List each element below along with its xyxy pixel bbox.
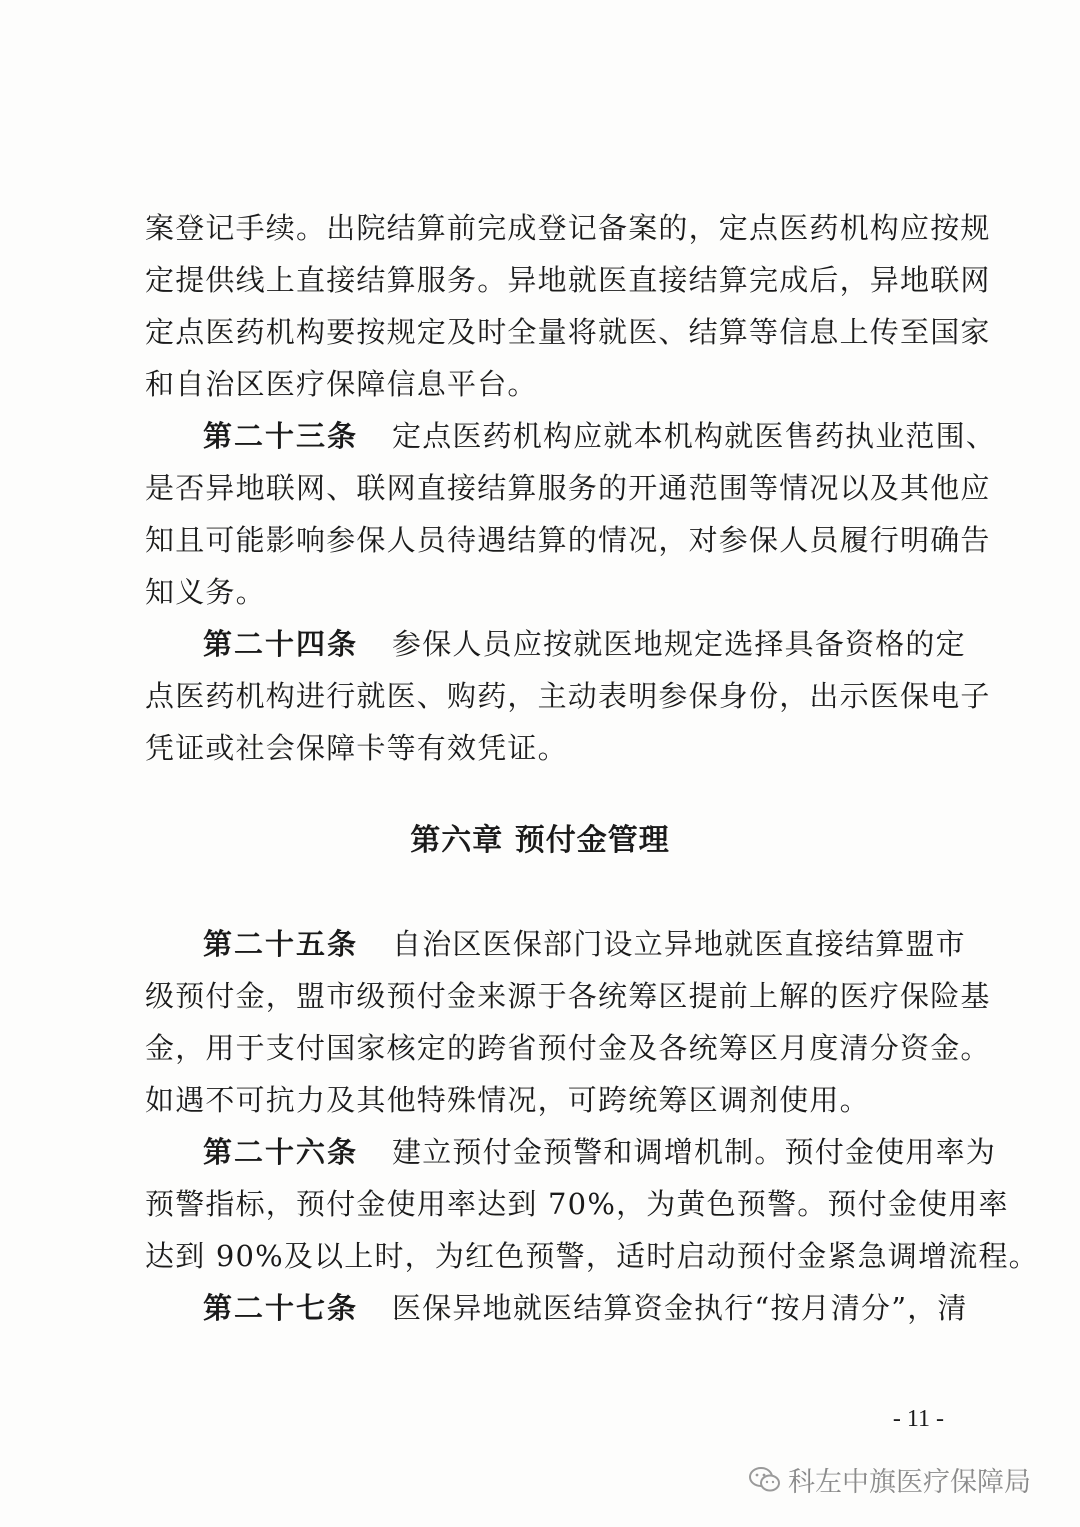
text-line: 预警指标，预付金使用率达到 70%，为黄色预警。预付金使用率 [145,1187,1009,1221]
text-line: 级预付金，盟市级预付金来源于各统筹区提前上解的医疗保险基 [145,979,991,1013]
article-text: 医保异地就医结算资金执行“按月清分”，清 [392,1291,968,1325]
text-line: 案登记手续。出院结算前完成登记备案的，定点医药机构应按规 [145,211,991,245]
article-26-first-line [145,1126,997,1178]
text-line: 金，用于支付国家核定的跨省预付金及各统筹区月度清分资金。 [145,1031,991,1065]
article-label: 第二十七条 [203,1291,359,1325]
article-label: 第二十三条 [203,419,359,453]
article-23-first-line [145,410,997,462]
text-line: 达到 90%及以上时，为红色预警，适时启动预付金紧急调增流程。 [145,1239,1039,1273]
article-24-first-line [145,618,966,670]
text-line: 定点医药机构要按规定及时全量将就医、结算等信息上传至国家 [145,315,991,349]
watermark-text: 科左中旗医疗保障局 [788,1467,1031,1498]
text-line: 点医药机构进行就医、购药，主动表明参保身份，出示医保电子 [145,679,991,713]
watermark [748,1460,1031,1499]
text-line: 是否异地联网、联网直接结算服务的开通范围等情况以及其他应 [145,471,991,505]
article-label: 第二十五条 [203,927,359,961]
text-line: 知且可能影响参保人员待遇结算的情况，对参保人员履行明确告 [145,523,991,557]
text-block-lower [145,918,1039,1334]
article-27-first-line [145,1282,968,1334]
article-label: 第二十六条 [203,1135,359,1169]
text-line: 凭证或社会保障卡等有效凭证。 [145,731,568,765]
article-25-first-line [145,918,966,970]
text-line: 如遇不可抗力及其他特殊情况，可跨统筹区调剂使用。 [145,1083,870,1117]
chapter-heading: 第六章 预付金管理 [410,823,670,858]
text-block-upper [145,202,997,774]
article-text: 定点医药机构应就本机构就医售药执业范围、 [392,419,997,453]
article-text: 建立预付金预警和调增机制。预付金使用率为 [392,1135,997,1169]
article-text: 自治区医保部门设立异地就医直接结算盟市 [392,927,966,961]
article-text: 参保人员应按就医地规定选择具备资格的定 [392,627,966,661]
text-line: 定提供线上直接结算服务。异地就医直接结算完成后，异地联网 [145,263,991,297]
page-number: - 11 - [892,1406,944,1432]
article-label: 第二十四条 [203,627,359,661]
text-line: 知义务。 [145,575,266,609]
wechat-icon [748,1465,782,1495]
text-line: 和自治区医疗保障信息平台。 [145,367,538,401]
